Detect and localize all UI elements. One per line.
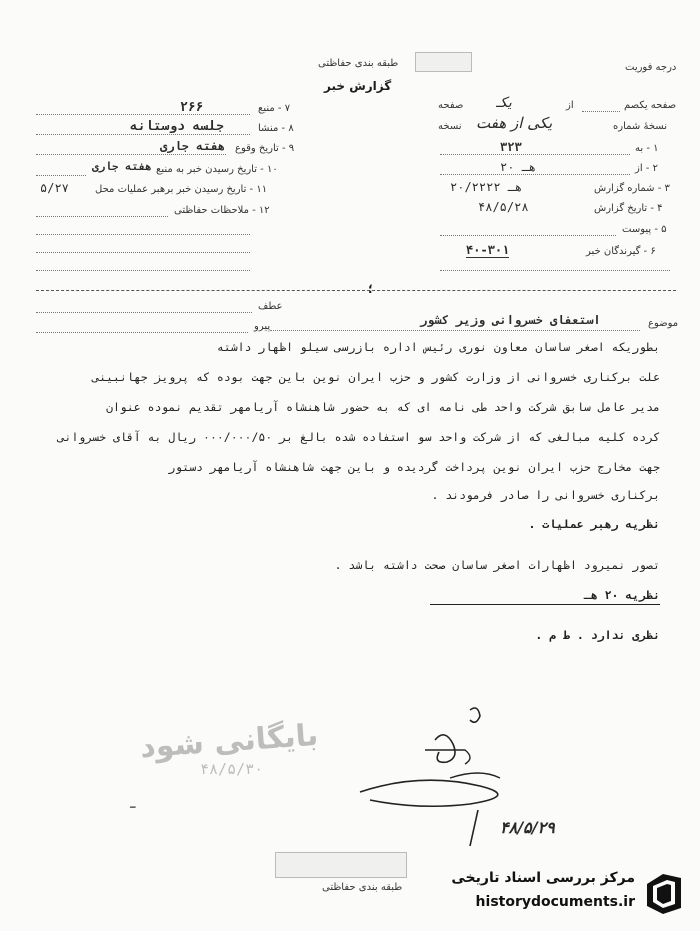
bottom-stamp-mark: [275, 852, 407, 878]
from-value: ۲۰ هـ: [500, 160, 537, 174]
page-dots-1: [582, 111, 620, 112]
body-line: مدیر عامل سابق شرکت واحد طی نامه ای که به حضور شاهنشاه آریامهر تقدیم نموده عنوان: [106, 400, 660, 414]
subject-value: استعفای خسروانی وزیر کشور: [420, 313, 601, 327]
peyro-dots: [36, 332, 248, 333]
copy-suffix-label: نسخه: [438, 121, 462, 132]
received-source-dots: [36, 175, 86, 176]
occurrence-date-value: هفته جاری: [160, 139, 226, 153]
watermark-title: مرکز بررسی اسناد تاریخی: [451, 870, 635, 886]
opinion-final: نظری ندارد . ط م .: [535, 628, 660, 642]
page-suffix-label: صفحه: [438, 100, 464, 111]
security-dots-4: [36, 270, 250, 271]
atf-dots: [36, 312, 252, 313]
report-date-label: ۴ - تاریخ گزارش: [594, 203, 663, 214]
form-title: گزارش خبر: [324, 79, 392, 93]
top-stamp-mark: [415, 52, 472, 72]
opinion-leader-text: تصور نمیرود اظهارات اصغر ساسان صحت داشته باشد .: [334, 558, 660, 572]
handwritten-date: ۴۸/۵/۲۹: [500, 818, 555, 837]
copy-value: یکی از هفت: [476, 114, 553, 132]
attachment-label: ۵ - پیوست: [622, 224, 667, 235]
classification-label-top: طبقه بندی حفاظتی: [318, 58, 399, 69]
copy-label: نسخهٔ شماره: [613, 121, 667, 132]
security-dots-3: [36, 252, 250, 253]
urgency-label: درجه فوریت: [625, 62, 677, 73]
report-number-value: ۲۰/۲۲۲۲ هـ: [450, 180, 523, 194]
occurrence-dots: [36, 154, 226, 155]
page-label: صفحه یکصم: [624, 100, 677, 111]
classification-label-bottom: طبقه بندی حفاظتی: [322, 882, 403, 893]
header-separator: [36, 290, 676, 291]
archive-initials: ـ: [130, 792, 136, 813]
body-line: کرده کلیه مبالغی که از شرکت واحد سو استفاده شده بالغ بر ۰۰۰/۰۰۰/۵۰ ریال به آقای خسروانی: [57, 430, 660, 444]
recipients-label: ۶ - گیرندگان خبر: [586, 246, 656, 257]
source-value: ۲۶۶: [180, 100, 204, 115]
source-dots: [36, 114, 250, 115]
source-label: ۷ - منبع: [258, 103, 291, 114]
security-dots-1: [36, 216, 168, 217]
received-source-value: هفته جاری: [92, 160, 152, 173]
archive-stamp: بایگانی شود: [138, 717, 320, 766]
watermark-logo: [410, 862, 695, 924]
opinion-20-heading: نظریه ۲۰ هـ: [583, 588, 660, 602]
origin-value: جلسه دوستانه: [130, 119, 224, 134]
archive-stamp-date: ۴۸/۵/۳۰: [200, 760, 264, 778]
watermark-url: historydocuments.ir: [475, 894, 635, 910]
separator-mark: ؛: [368, 282, 373, 296]
report-date-value: ۴۸/۵/۲۸: [478, 200, 529, 214]
recipients-value: ۴۰-۳۰۱: [466, 243, 510, 257]
body-line: بطوریکه اصغر ساسان معاون نوری رئیس اداره بازرسی سیلو اظهار داشته: [216, 340, 660, 354]
security-dots-2: [36, 234, 250, 235]
body-line: برکناری خسروانی را صادر فرمودند .: [431, 488, 660, 502]
body-line: علت برکناری خسروانی از وزارت کشور و حزب ایران نوین باین جهت بوده که پرویز جهانبینی: [92, 370, 660, 384]
peyro-label: پیرو: [254, 321, 271, 332]
page-of-label: از: [566, 100, 574, 111]
occurrence-date-label: ۹ - تاریخ وقوع: [235, 143, 295, 154]
to-label: ۱ - به: [635, 143, 659, 154]
origin-label: ۸ - منشا: [258, 123, 294, 134]
atf-label: عطف: [258, 301, 283, 312]
to-value: ۳۲۳: [500, 140, 522, 154]
archive-folder-icon: [641, 870, 687, 916]
report-number-label: ۳ - شماره گزارش: [594, 183, 670, 194]
to-dots: [440, 154, 630, 155]
received-ops-label: ۱۱ - تاریخ رسیدن خبر برهبر عملیات محل: [95, 184, 268, 195]
page-handwritten: یکـ: [496, 95, 512, 111]
from-dots: [440, 174, 630, 175]
opinion-leader-heading: نظریه رهبر عملیات .: [528, 517, 660, 531]
received-ops-value: ۵/۲۷: [40, 181, 69, 195]
subject-label: موضوع: [648, 318, 679, 329]
received-source-label: ۱۰ - تاریخ رسیدن خبر به منبع: [156, 164, 278, 175]
from-label: ۲ - از: [635, 163, 658, 174]
recipients-dots: [440, 270, 670, 271]
security-notes-label: ۱۲ - ملاحظات حفاظتی: [174, 205, 270, 216]
opinion-20-underline: [430, 604, 660, 605]
attachment-dots: [440, 235, 616, 236]
subject-dots: [270, 330, 640, 331]
origin-dots: [36, 134, 250, 135]
body-line: جهت مخارج حزب ایران نوین پرداخت گردیده و باین جهت شاهنشاه آریامهر دستور: [168, 460, 660, 474]
